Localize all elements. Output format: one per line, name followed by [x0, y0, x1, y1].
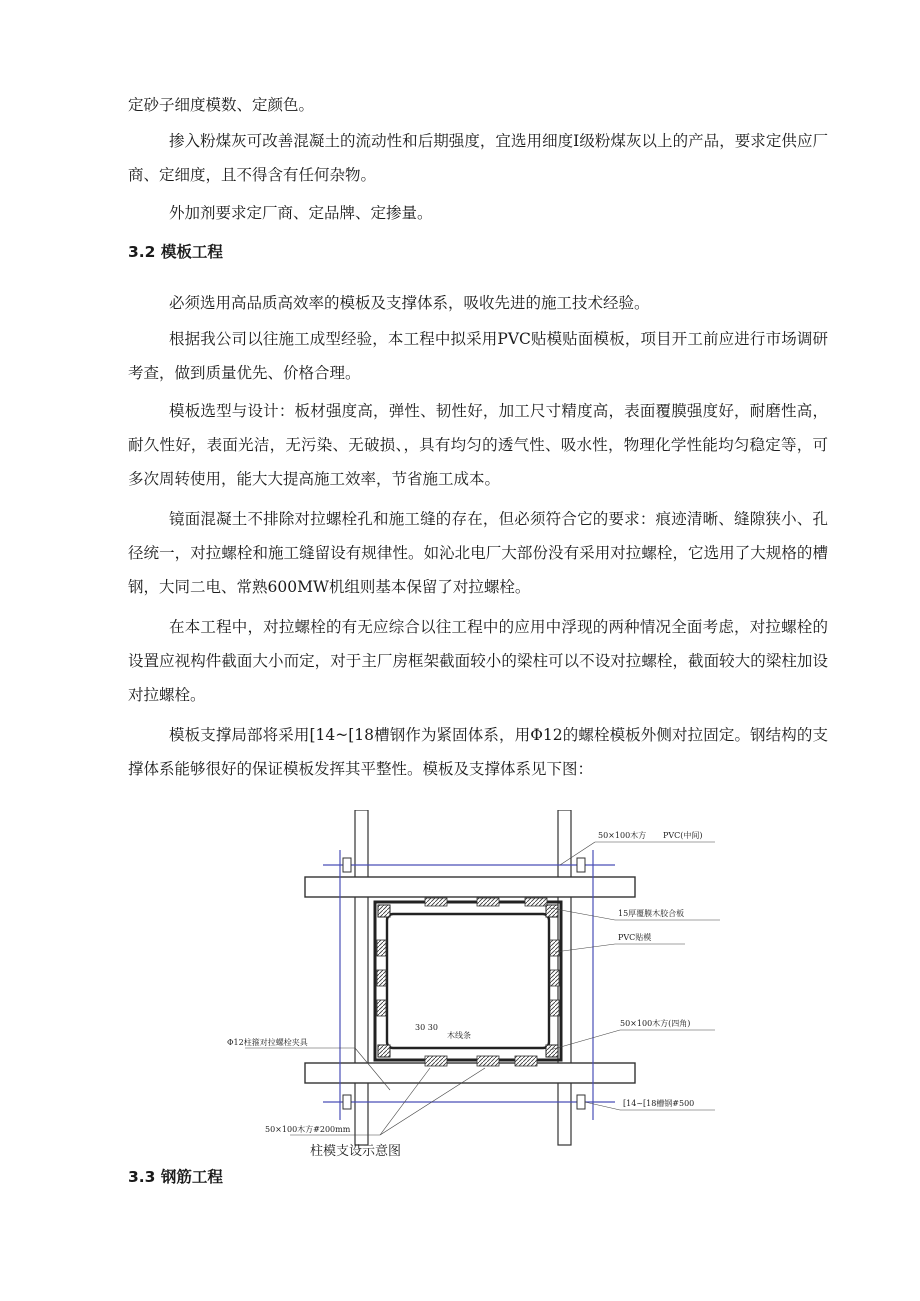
corner-timber-tl: [378, 905, 390, 917]
paragraph-select-system: 必须选用高品质高效率的模板及支撑体系，吸收先进的施工技术经验。: [169, 294, 650, 312]
paragraph-admixture: 外加剂要求定厂商、定品牌、定掺量。: [169, 204, 433, 222]
label-chamfer: 30 30: [415, 1023, 438, 1032]
formwork-svg: [215, 810, 735, 1155]
timber-batten-left-1: [377, 940, 386, 956]
label-channel-steel: [14~[18槽钢#500: [623, 1099, 695, 1108]
paragraph-sand: 定砂子细度模数、定颜色。: [128, 96, 315, 114]
paragraph-tie-bolts: 在本工程中，对拉螺栓的有无应综合以往工程中的应用中浮现的两种情况全面考虑，对拉螺栓的设置应视构件截面大小而定，对于主厂房框架截面较小的梁柱可以不设对拉螺栓，截面较大的梁柱加设对拉螺栓。: [128, 618, 828, 704]
steel-post-left: [355, 810, 368, 1145]
timber-batten-top-1: [425, 898, 447, 906]
corner-timber-br: [546, 1045, 558, 1057]
nut-top-right: [577, 858, 585, 872]
timber-batten-left-3: [377, 1000, 386, 1016]
label-bolt-clamp: Φ12柱箍对拉螺栓夹具: [227, 1038, 308, 1047]
label-pvc-middle: PVC(中间): [663, 831, 703, 840]
label-plywood: 15厚覆膜木胶合板: [618, 909, 685, 918]
timber-batten-right-2: [550, 970, 559, 986]
nut-bottom-right: [577, 1095, 585, 1109]
paragraph-mirror-concrete: 镜面混凝土不排除对拉螺栓孔和施工缝的存在，但必须符合它的要求：痕迹清晰、缝隙狭小、孔径统一，对拉螺栓和施工缝留设有规律性。如沁北电厂大部份没有采用对拉螺栓，它选用了大规格的槽钢，大同二电、常熟600MW机组则基本保留了对拉螺栓。: [128, 510, 828, 596]
paragraph-selection-design: 模板选型与设计：板材强度高，弹性、韧性好，加工尺寸精度高，表面覆膜强度好，耐磨性高，耐久性好，表面光洁，无污染、无破损、，具有均匀的透气性、吸水性，物理化学性能均匀稳定等，可多次周转使用，能大大提高施工效率，节省施工成本。: [128, 402, 828, 488]
paragraph-channel-steel: 模板支撑局部将采用[14~[18槽钢作为紧固体系，用Φ12的螺栓模板外侧对拉固定。钢结构的支撑体系能够很好的保证模板发挥其平整性。模板及支撑体系见下图：: [128, 726, 828, 778]
label-timber-middle: 50×100木方: [598, 831, 647, 840]
timber-batten-left-2: [377, 970, 386, 986]
column-formwork-diagram: [215, 810, 735, 1155]
label-wood-strip: 木线条: [447, 1031, 471, 1040]
concrete-section: [387, 914, 549, 1048]
timber-batten-top-3: [525, 898, 547, 906]
channel-steel-top: [305, 877, 635, 897]
label-timber-spacing: 50×100木方#200mm: [265, 1125, 351, 1134]
nut-top-left: [343, 858, 351, 872]
timber-batten-bottom-2: [477, 1056, 499, 1066]
nut-bottom-left: [343, 1095, 351, 1109]
corner-timber-bl: [378, 1045, 390, 1057]
section-heading-rebar: 3.3 钢筋工程: [128, 1168, 223, 1186]
timber-batten-right-3: [550, 1000, 559, 1016]
figure-caption: 柱模支设示意图: [310, 1144, 402, 1159]
section-heading-formwork: 3.2 模板工程: [128, 243, 223, 261]
paragraph-fly-ash: 掺入粉煤灰可改善混凝土的流动性和后期强度，宜选用细度Ⅰ级粉煤灰以上的产品，要求定供应厂商、定细度，且不得含有任何杂物。: [128, 132, 828, 184]
timber-batten-right-1: [550, 940, 559, 956]
timber-batten-bottom-1: [425, 1056, 447, 1066]
paragraph-pvc-formwork: 根据我公司以往施工成型经验，本工程中拟采用PVC贴模贴面模板，项目开工前应进行市场调研考查，做到质量优先、价格合理。: [128, 330, 828, 382]
timber-batten-top-2: [477, 898, 499, 906]
corner-timber-tr: [546, 905, 558, 917]
timber-batten-bottom-3: [515, 1056, 537, 1066]
label-timber-corner: 50×100木方(四角): [620, 1019, 691, 1028]
label-pvc-film: PVC贴模: [618, 933, 652, 942]
channel-steel-bottom: [305, 1063, 635, 1083]
